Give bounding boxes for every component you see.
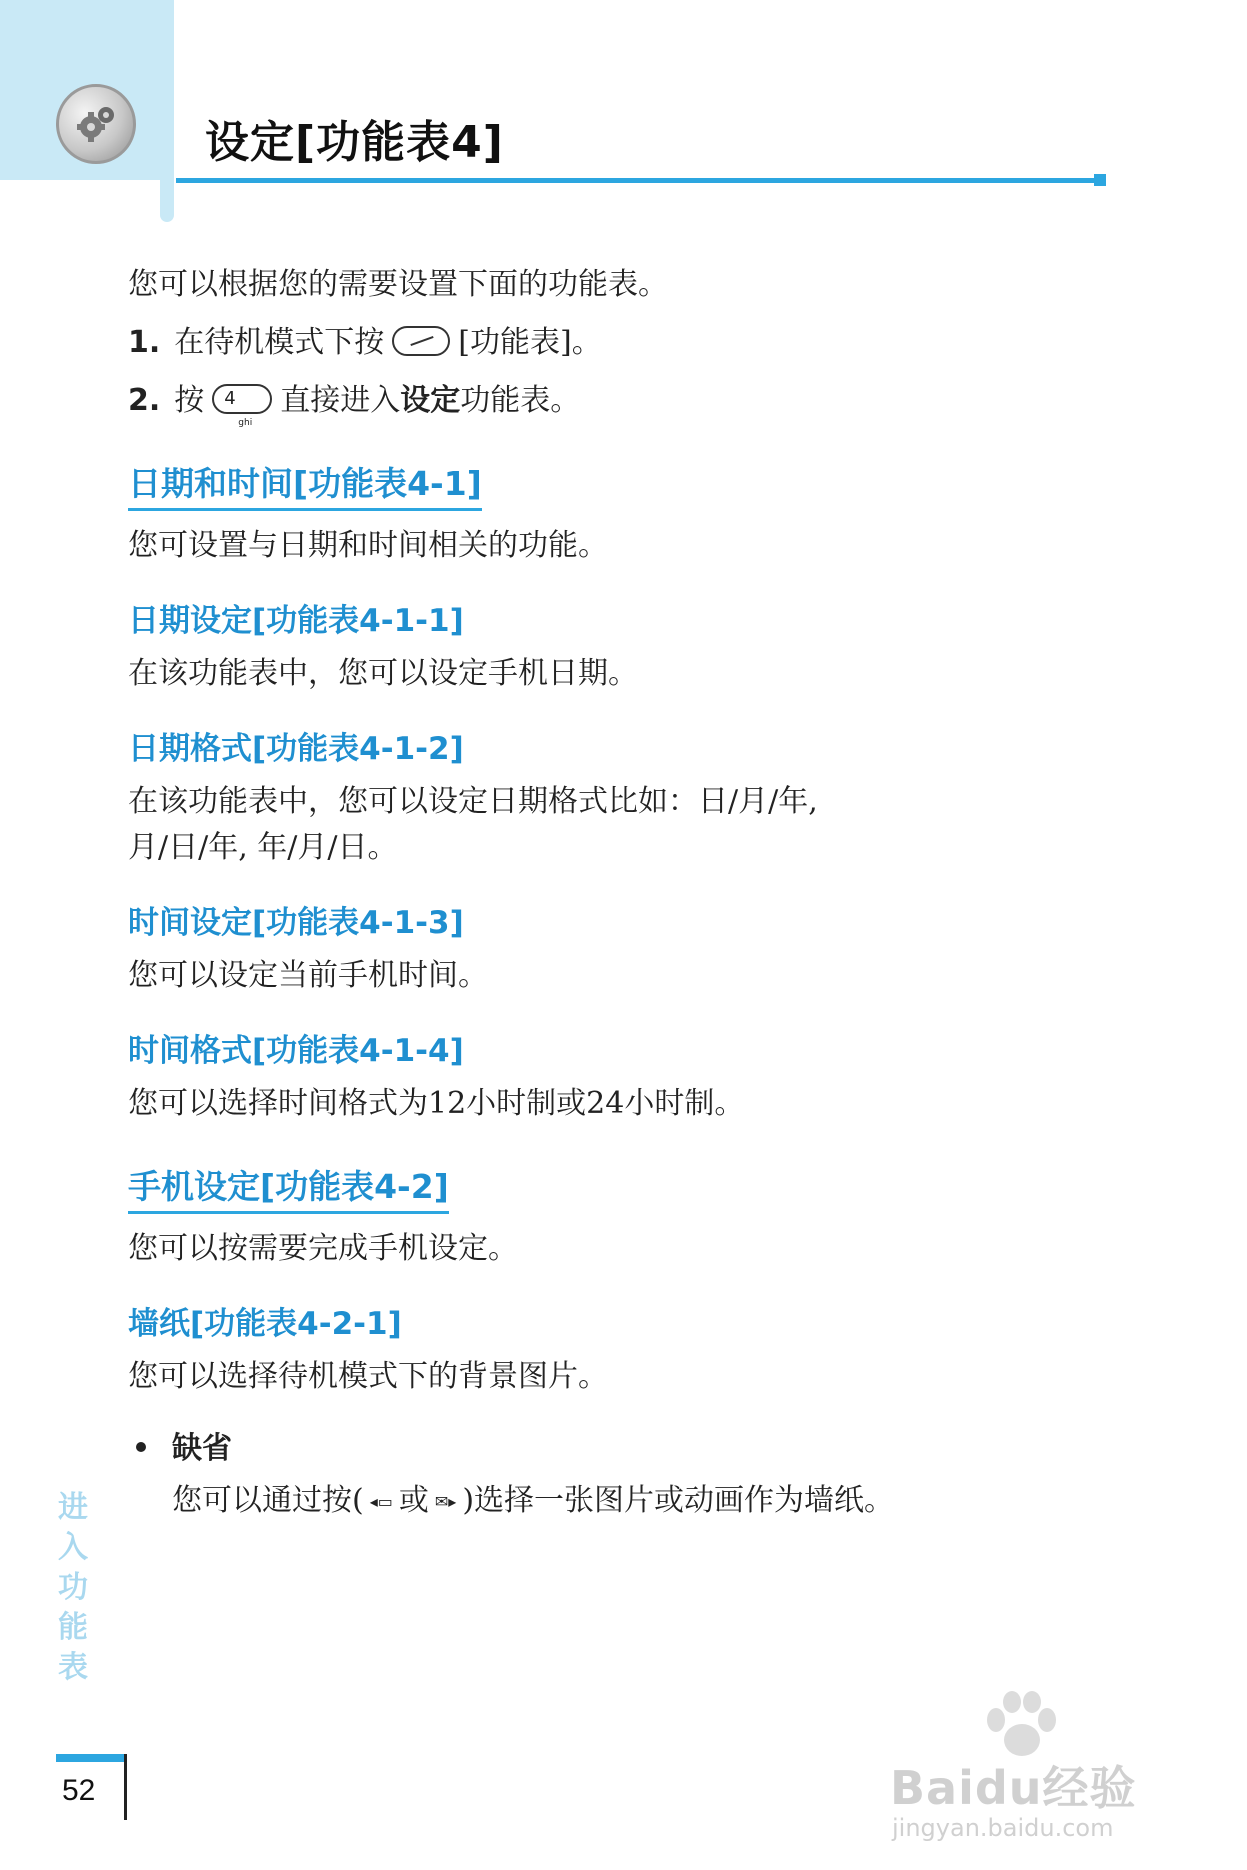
page-number: 52: [62, 1774, 96, 1807]
heading-4-2: 手机设定[功能表4-2]: [128, 1167, 449, 1214]
heading-4-2-1: 墙纸[功能表4-2-1]: [128, 1306, 402, 1342]
intro-text: 您可以根据您的需要设置下面的功能表。: [128, 267, 668, 302]
bullet-text-after: )选择一张图片或动画作为墙纸。: [462, 1483, 895, 1518]
text-4-2-1: 您可以选择待机模式下的背景图片。: [128, 1359, 608, 1394]
left-soft-key-icon: [392, 326, 450, 356]
bullet-icon: [136, 1442, 146, 1452]
step-2: [128, 378, 1108, 428]
text-4-1-4: 您可以选择时间格式为12小时制或24小时制。: [128, 1086, 745, 1121]
step-text-after: 功能表。: [460, 383, 581, 418]
bullet-item: [128, 1426, 1108, 1472]
side-section-label: 进入功能表: [58, 1490, 88, 1685]
watermark: [886, 1690, 1186, 1850]
page-number-bar: [56, 1754, 126, 1762]
main-content: [128, 262, 1108, 1525]
step-number: 2.: [128, 383, 161, 418]
step-1: [128, 320, 1108, 366]
bullet-description: [172, 1478, 1108, 1525]
text-4-1-1: 在该功能表中，您可以设定手机日期。: [128, 656, 638, 691]
title-underline-end: [1094, 174, 1106, 186]
heading-4-1: 日期和时间[功能表4-1]: [128, 464, 482, 511]
step-text: 按: [174, 383, 205, 418]
text-4-1-3: 您可以设定当前手机时间。: [128, 958, 488, 993]
text-4-2: 您可以按需要完成手机设定。: [128, 1231, 518, 1266]
header-vertical-bar: [160, 0, 174, 222]
key-4-icon: 4 ghi: [212, 384, 272, 414]
heading-4-1-3: 时间设定[功能表4-1-3]: [128, 905, 464, 941]
page-number-divider: [124, 1754, 127, 1820]
nav-left-icon: ◂▭: [369, 1492, 393, 1511]
gear-icon: [56, 84, 136, 164]
step-text-middle: 直接进入: [280, 383, 401, 418]
heading-4-1-2: 日期格式[功能表4-1-2]: [128, 731, 464, 767]
text-4-1: 您可设置与日期和时间相关的功能。: [128, 528, 608, 563]
bullet-title: 缺省: [172, 1431, 232, 1466]
watermark-url: jingyan.baidu.com: [892, 1814, 1114, 1842]
step-number: 1.: [128, 325, 161, 360]
bullet-text-or: 或: [398, 1483, 429, 1518]
heading-4-1-1: 日期设定[功能表4-1-1]: [128, 603, 464, 639]
title-underline: [176, 178, 1098, 183]
baidu-paw-icon: [982, 1690, 1060, 1760]
bullet-text-before: 您可以通过按(: [172, 1483, 364, 1518]
step-text: 在待机模式下按: [174, 325, 385, 360]
step-text-after: [功能表]。: [458, 325, 602, 360]
text-4-1-2-line2: 月/日/年, 年/月/日。: [128, 830, 398, 865]
page-title: 设定[功能表4]: [205, 117, 504, 168]
heading-4-1-4: 时间格式[功能表4-1-4]: [128, 1033, 464, 1069]
step-text-bold: 设定: [400, 383, 461, 418]
message-icon: ✉▸: [434, 1492, 457, 1511]
text-4-1-2-line1: 在该功能表中，您可以设定日期格式比如：日/月/年,: [128, 784, 818, 819]
watermark-main: Baidu经验: [890, 1761, 1137, 1815]
